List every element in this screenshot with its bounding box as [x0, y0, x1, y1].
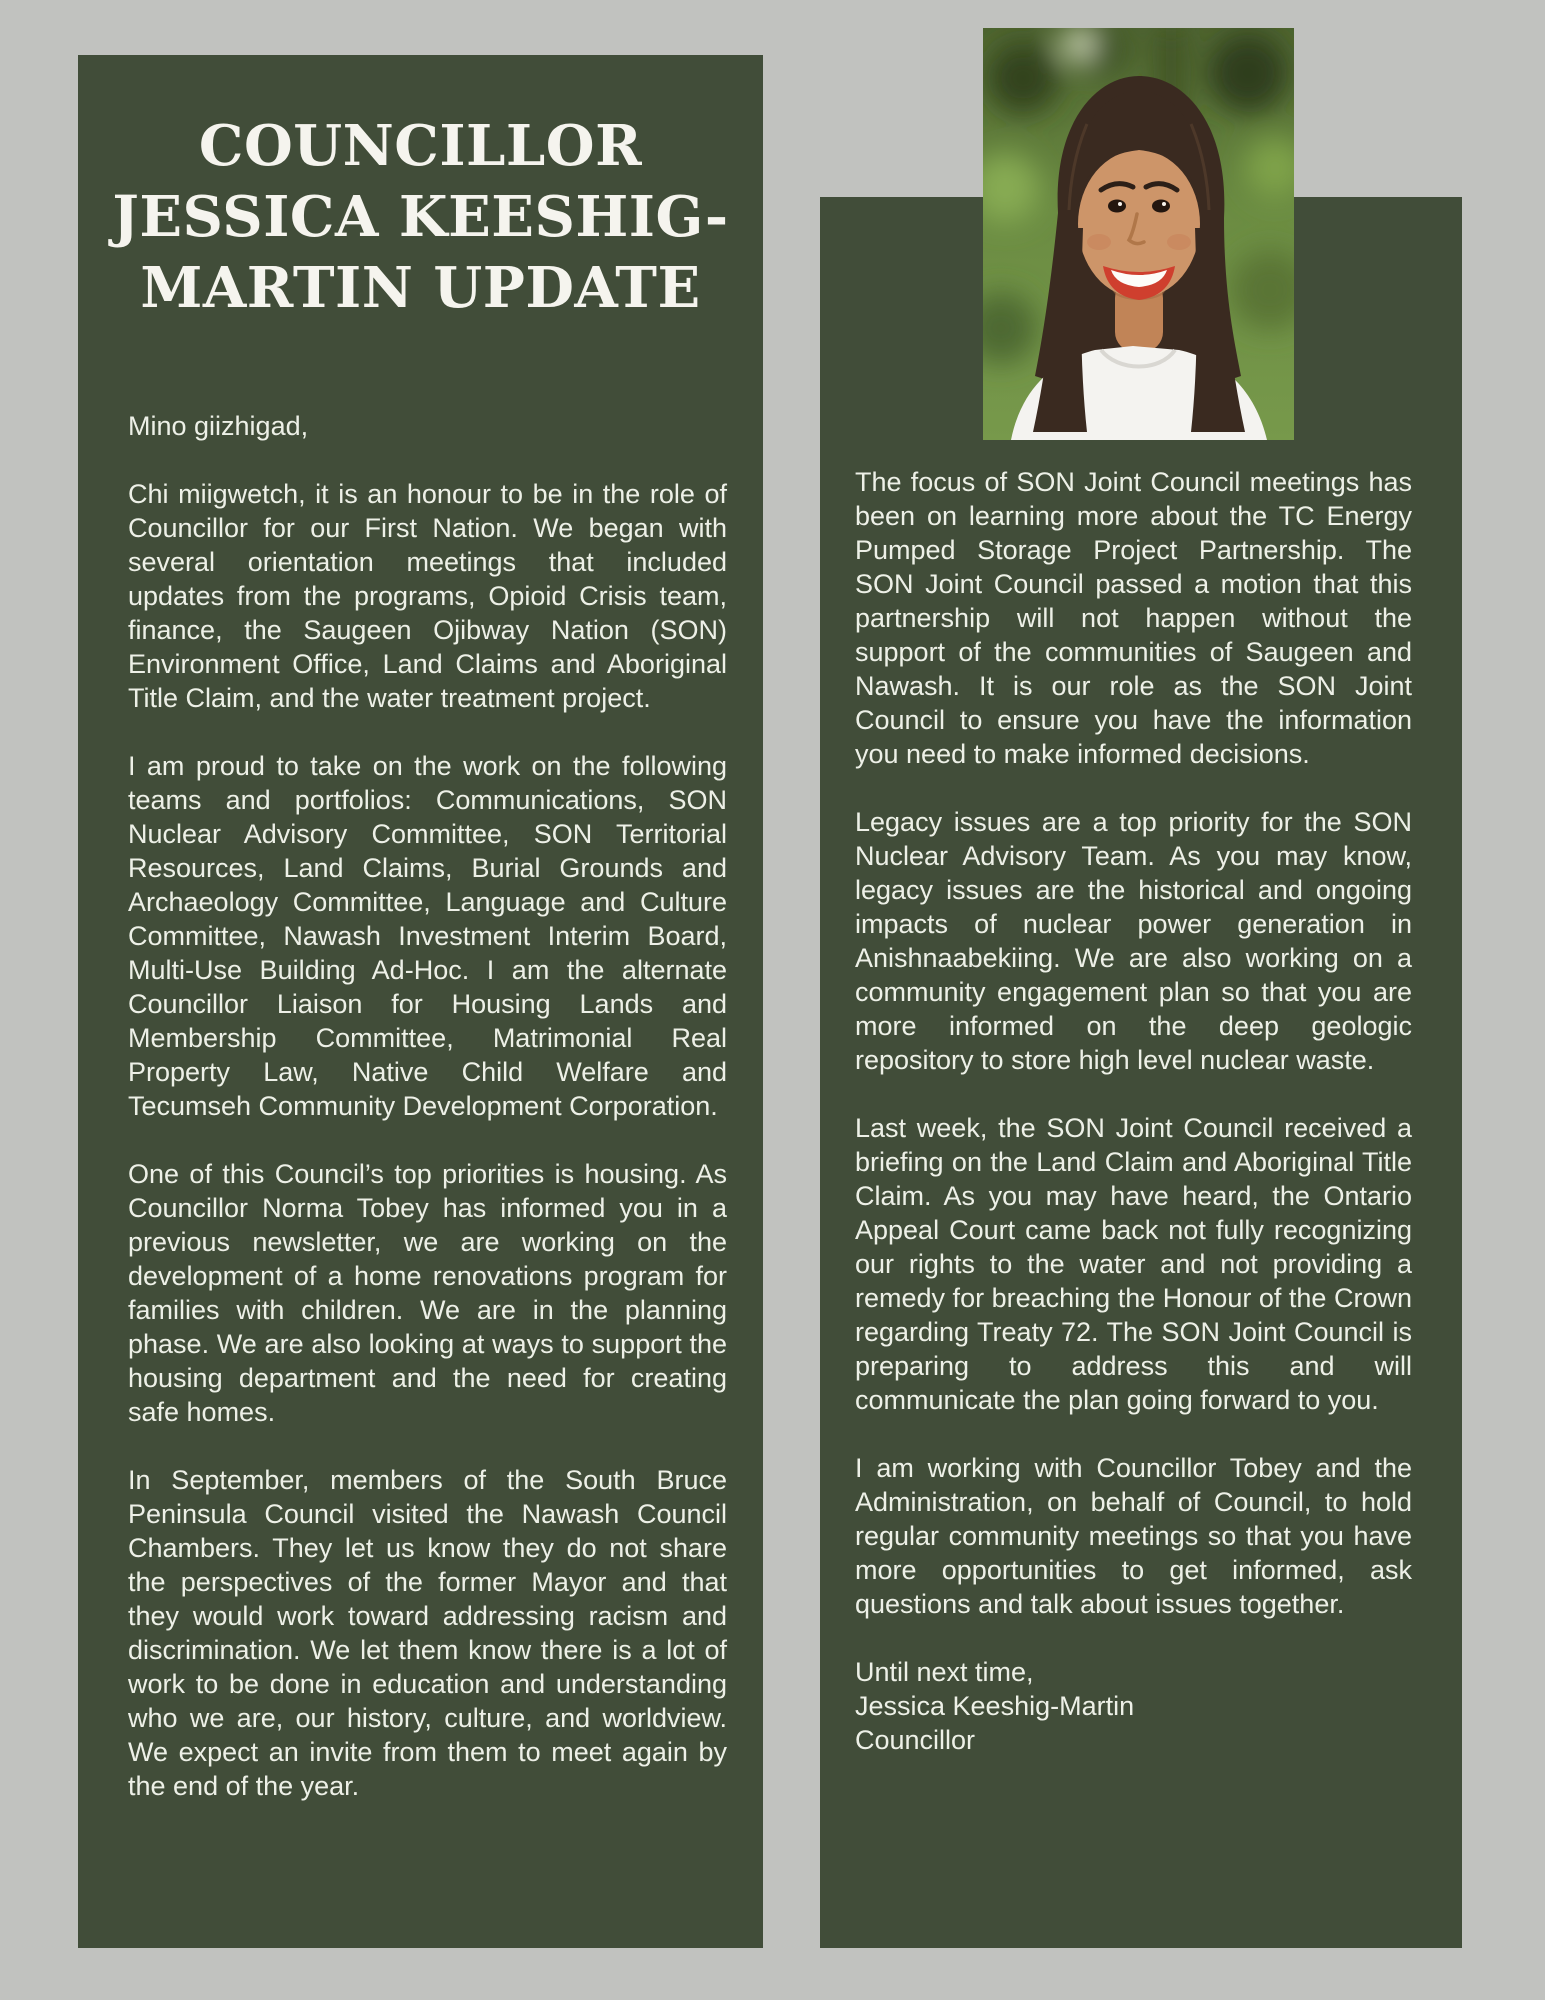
body-paragraph: In September, members of the South Bruce Peninsula Council visited the Nawash Council Chambers. They let us know they do not share the perspectives of the former Mayor and that they would work toward addressing racism and discrimination. We let them know there is a lot of work to be done in education and understanding who we are, our history, culture, and worldview. We expect an invite from them to meet again by the end of the year. — [128, 1465, 727, 1801]
signature-block — [855, 1655, 1412, 1757]
signature-closing: Until next time, — [855, 1657, 1034, 1687]
right-column-panel — [820, 197, 1462, 1948]
left-column-body — [128, 409, 727, 1803]
body-paragraph: One of this Council’s top priorities is housing. As Councillor Norma Tobey has informed you in a previous newsletter, we are working on the development of a home renovations program for families with children. We are in the planning phase. We are also looking at ways to support the housing department and the need for creating safe homes. — [128, 1159, 727, 1427]
body-paragraph: I am working with Councillor Tobey and the Administration, on behalf of Council, to hold regular community meetings so that you have more opportunities to get informed, ask questions and talk about issues together. — [855, 1453, 1412, 1619]
page-title-line: COUNCILLOR — [198, 113, 643, 179]
councillor-portrait-photo — [983, 28, 1294, 440]
body-paragraph: Chi miigwetch, it is an honour to be in the role of Councillor for our First Nation. We began with several orientation meetings that included updates from the programs, Opioid Crisis team, finance, the Saugeen Ojibway Nation (SON) Environment Office, Land Claims and Aboriginal Title Claim, and the water treatment project. — [128, 479, 727, 713]
body-paragraph: Last week, the SON Joint Council received a briefing on the Land Claim and Aboriginal Title Claim. As you may have heard, the Ontario Appeal Court came back not fully recognizing our rights to the water and not providing a remedy for breaching the Honour of the Crown regarding Treaty 72. The SON Joint Council is preparing to address this and will communicate the plan going forward to you. — [855, 1113, 1412, 1415]
body-paragraph: Mino giizhigad, — [128, 411, 309, 441]
signature-name: Jessica Keeshig-Martin — [855, 1691, 1135, 1721]
page-title — [86, 111, 755, 324]
left-column-panel — [78, 55, 763, 1948]
signature-role: Councillor — [855, 1725, 976, 1755]
right-column-body — [855, 465, 1412, 1757]
page-title-line: JESSICA KEESHIG- — [112, 184, 729, 250]
body-paragraph: Legacy issues are a top priority for the SON Nuclear Advisory Team. As you may know, legacy issues are the historical and ongoing impacts of nuclear power generation in Anishnaabekiing. We are also working on a community engagement plan so that you are more informed on the deep geologic repository to store high level nuclear waste. — [855, 807, 1412, 1075]
body-paragraph: I am proud to take on the work on the following teams and portfolios: Communications, SON Nuclear Advisory Committee, SON Territorial Resources, Land Claims, Burial Grounds and Archaeology Committee, Language and Culture Committee, Nawash Investment Interim Board, Multi-Use Building Ad-Hoc. I am the alternate Councillor Liaison for Housing Lands and Membership Committee, Matrimonial Real Property Law, Native Child Welfare and Tecumseh Community Development Corporation. — [128, 751, 727, 1121]
portrait-illustration — [983, 28, 1294, 440]
page-title-line: MARTIN UPDATE — [140, 255, 701, 321]
body-paragraph: The focus of SON Joint Council meetings has been on learning more about the TC Energy Pumped Storage Project Partnership. The SON Joint Council passed a motion that this partnership will not happen without the support of the communities of Saugeen and Nawash. It is our role as the SON Joint Council to ensure you have the information you need to make informed decisions. — [855, 467, 1412, 769]
